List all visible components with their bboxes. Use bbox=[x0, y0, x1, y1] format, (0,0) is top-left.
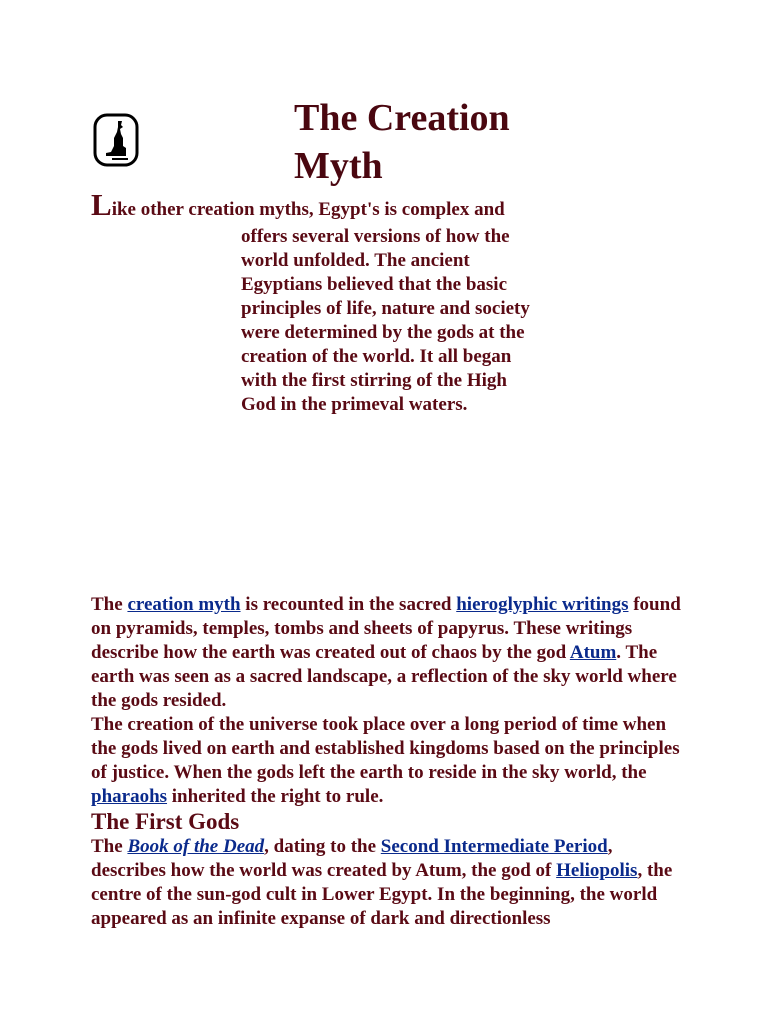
text-segment: The bbox=[91, 594, 128, 615]
intro-first-text: ike other creation myths, Egypt's is complex and bbox=[111, 199, 505, 220]
text-segment: found on pyramids, temples, tombs and sheets of papyrus. These writings describe how the earth was created out of chaos by the god bbox=[91, 594, 681, 663]
paragraph-first-gods bbox=[91, 835, 691, 931]
text-segment: , the centre of the sun-god cult in Lower Egypt. In the beginning, the world appeared as an infinite expanse of dark and directionless bbox=[91, 860, 673, 929]
link-heliopolis[interactable]: Heliopolis bbox=[556, 860, 638, 881]
text-segment: . The earth was seen as a sacred landscape, a reflection of the sky world where the gods resided. bbox=[91, 642, 677, 711]
text-segment: inherited the right to rule. bbox=[167, 786, 384, 807]
paragraph-creation-myth bbox=[91, 593, 691, 713]
link-book-of-the-dead[interactable]: Book of the Dead bbox=[127, 836, 265, 857]
link-hieroglyphic-writings[interactable]: hieroglyphic writings bbox=[456, 594, 629, 615]
text-segment: , dating to the bbox=[264, 836, 381, 857]
text-segment: The bbox=[91, 836, 128, 857]
title-line-1: The Creation bbox=[294, 97, 510, 139]
text-segment: is recounted in the sacred bbox=[240, 594, 457, 615]
title-line-2: Myth bbox=[294, 145, 383, 187]
link-creation-myth[interactable]: creation myth bbox=[127, 594, 241, 615]
link-pharaohs[interactable]: pharaohs bbox=[91, 786, 168, 807]
paragraph-universe bbox=[91, 713, 691, 809]
section-heading-first-gods: The First Gods bbox=[91, 809, 240, 834]
link-second-intermediate-period[interactable]: Second Intermediate Period bbox=[380, 836, 608, 857]
egyptian-god-icon bbox=[92, 112, 140, 168]
text-segment: The creation of the universe took place over a long period of time when the gods lived on earth and established kingdoms based on the principles of justice. When the gods left the earth to reside in the sky world, the bbox=[91, 714, 680, 783]
intro-first-line bbox=[91, 187, 505, 222]
text-segment: , describes how the world was created by Atum, the god of bbox=[91, 836, 613, 881]
link-atum[interactable]: Atum bbox=[569, 642, 617, 663]
drop-cap: L bbox=[91, 187, 112, 222]
intro-paragraph: offers several versions of how the world unfolded. The ancient Egyptians believed that the basic principles of life, nature and society were determined by the gods at the creation of the world. It all began with the first stirring of the High God in the primeval waters. bbox=[241, 226, 530, 415]
page-title bbox=[294, 94, 510, 190]
